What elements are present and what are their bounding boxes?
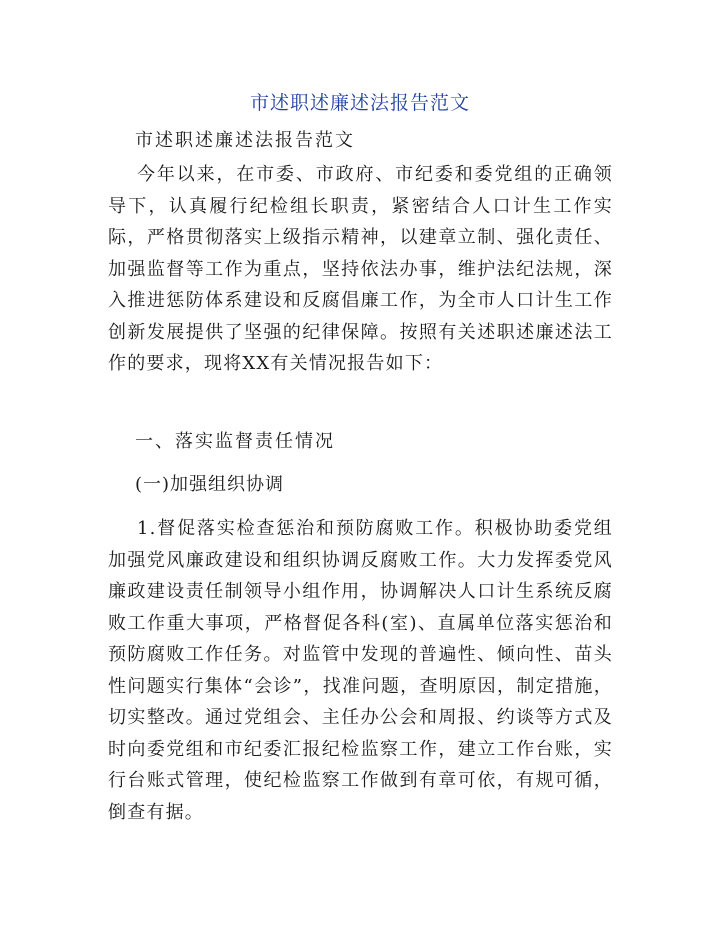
section-heading: 一、落实监督责任情况 (135, 431, 335, 452)
document-subtitle: 市述职述廉述法报告范文 (135, 130, 355, 151)
intro-paragraph: 今年以来，在市委、市政府、市纪委和委党组的正确领导下，认真履行纪检组长职责，紧密结合人口计生工作实际，严格贯彻落实上级指示精神，以建章立制、强化责任、加强监督等工作为重点，坚持依法办事，维护法纪法规，深入推进惩防体系建设和反腐倡廉工作，为全市人口计生工作创新发展提供了坚强的纪律保障。按照有关述职述廉述法工作的要求，现将XX有关情况报告如下： (108, 164, 613, 374)
subsection-heading: (一)加强组织协调 (135, 474, 285, 495)
body-paragraph: 1.督促落实检查惩治和预防腐败工作。积极协助委党组加强党风廉政建设和组织协调反腐败工作。大力发挥委党风廉政建设责任制领导小组作用，协调解决人口计生系统反腐败工作重大事项，严格督促各科(室)、直属单位落实惩治和预防腐败工作任务。对监管中发现的普遍性、倾向性、苗头性问题实行集体“会诊”，找准问题，查明原因，制定措施，切实整改。通过党组会、主任办公会和周报、约谈等方式及时向委党组和市纪委汇报纪检监察工作，建立工作台账，实行台账式管理，使纪检监察工作做到有章可依，有规可循，倒查有据。 (108, 518, 613, 823)
document-title: 市述职述廉述法报告范文 (249, 92, 470, 114)
